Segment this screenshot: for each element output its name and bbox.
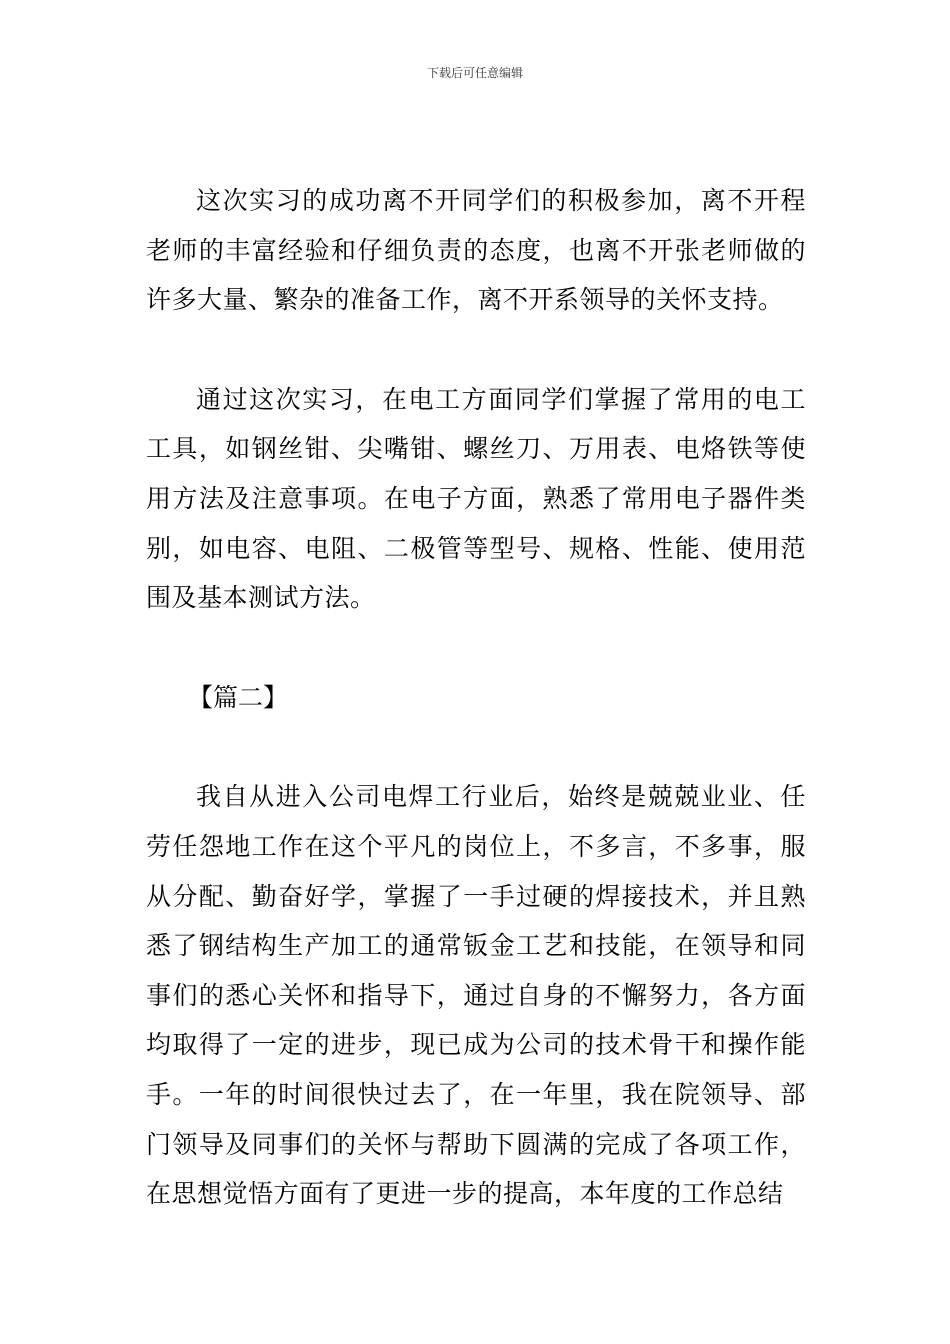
- paragraph-welder-summary: 我自从进入公司电焊工行业后，始终是兢兢业业、任劳任怨地工作在这个平凡的岗位上，不多言，不多事，服从分配、勤奋好学，掌握了一手过硬的焊接技术，并且熟悉了钢结构生产加工的通常钣金工艺和技能，在领导和同事们的悉心关怀和指导下，通过自身的不懈努力，各方面均取得了一定的进步，现已成为公司的技术骨干和操作能手。一年的时间很快过去了，在一年里，我在院领导、部门领导及同事们的关怀与帮助下圆满的完成了各项工作，在思想觉悟方面有了更进一步的提高，本年度的工作总结: [146, 782, 806, 1209]
- paragraph-internship-skills: 通过这次实习，在电工方面同学们掌握了常用的电工工具，如钢丝钳、尖嘴钳、螺丝刀、万用表、电烙铁等使用方法及注意事项。在电子方面，熟悉了常用电子器件类别，如电容、电阻、二极管等型号、规格、性能、使用范围及基本测试方法。: [146, 384, 806, 613]
- document-body: [146, 176, 806, 1219]
- page-header-note: 下载后可任意编辑: [426, 66, 523, 80]
- section-heading: 【篇二】: [188, 682, 289, 712]
- paragraph-acknowledgement: 这次实习的成功离不开同学们的积极参加，离不开程老师的丰富经验和仔细负责的态度，也离不开张老师做的许多大量、繁杂的准备工作，离不开系领导的关怀支持。: [146, 186, 806, 315]
